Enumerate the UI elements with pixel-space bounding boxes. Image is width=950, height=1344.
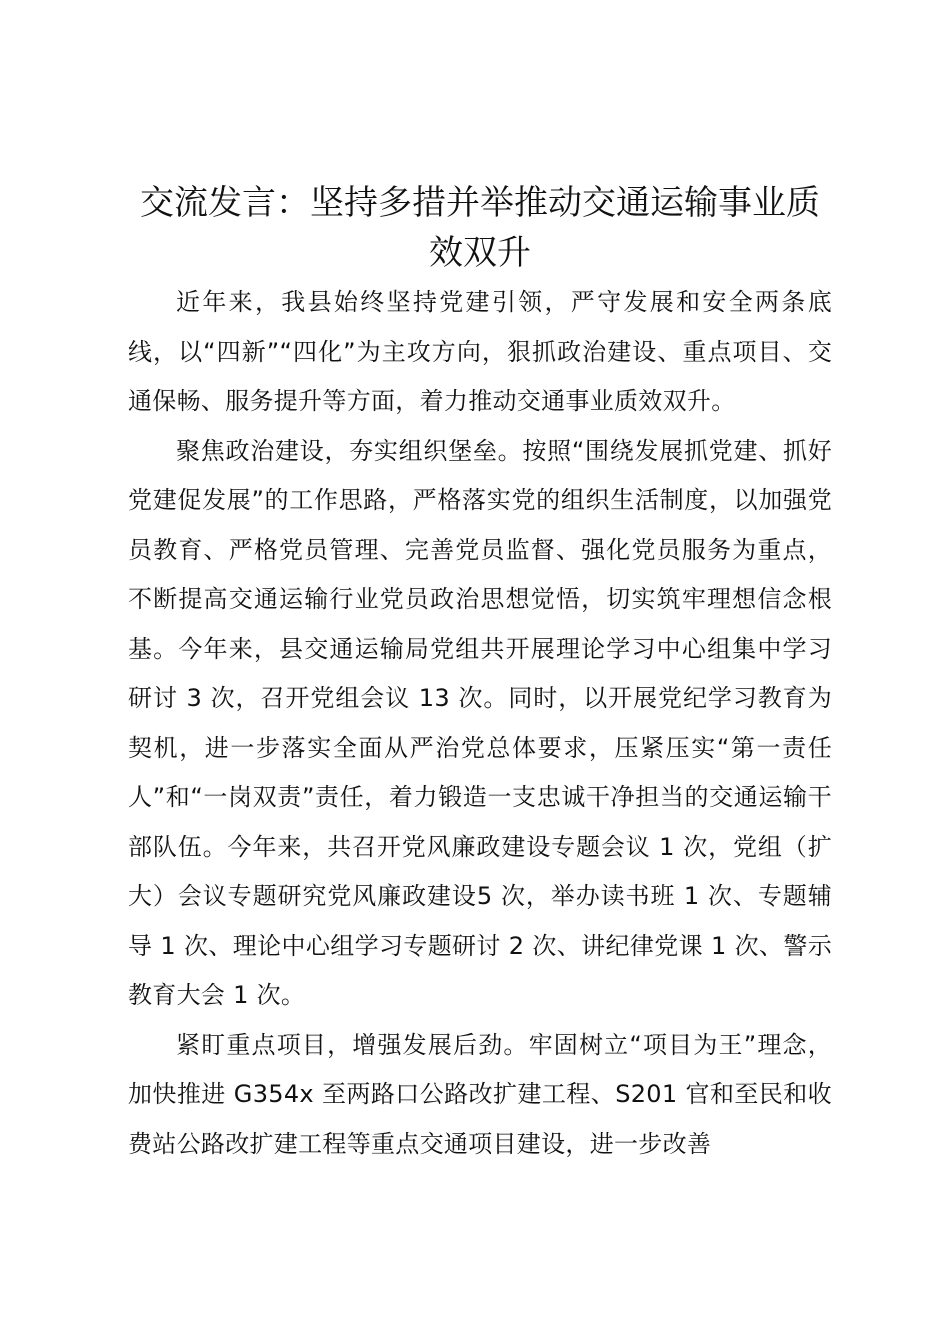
document-page — [128, 178, 832, 1169]
document-title: 交流发言：坚持多措并举推动交通运输事业质效双升 — [140, 183, 820, 273]
paragraph-political-building: 聚焦政治建设，夯实组织堡垒。按照“围绕发展抓党建、抓好党建促发展”的工作思路，严格落实党的组织生活制度，以加强党员教育、严格党员管理、完善党员监督、强化党员服务为重点，不断提高交通运输行业党员政治思想觉悟，切实筑牢理想信念根基。今年来，县交通运输局党组共开展理论学习中心组集中学习研讨 3 次，召开党组会议 13 次。同时，以开展党纪学习教育为契机，进一步落实全面从严治党总体要求，压紧压实“第一责任人”和“一岗双责”责任，着力锻造一支忠诚干净担当的交通运输干部队伍。今年来，共召开党风廉政建设专题会议 1 次，党组（扩大）会议专题研究党风廉政建设5 次，举办读书班 1 次、专题辅导 1 次、理论中心组学习专题研讨 2 次、讲纪律党课 1 次、警示教育大会 1 次。 — [128, 436, 833, 1009]
paragraph-intro: 近年来，我县始终坚持党建引领，严守发展和安全两条底线，以“四新”“四化”为主攻方向，狠抓政治建设、重点项目、交通保畅、服务提升等方面，着力推动交通事业质效双升。 — [128, 288, 832, 415]
paragraph-key-projects: 紧盯重点项目，增强发展后劲。牢固树立“项目为王”理念，加快推进 G354x 至两路口公路改扩建工程、S201 官和至民和收费站公路改扩建工程等重点交通项目建设，进一步改善 — [128, 1030, 832, 1158]
